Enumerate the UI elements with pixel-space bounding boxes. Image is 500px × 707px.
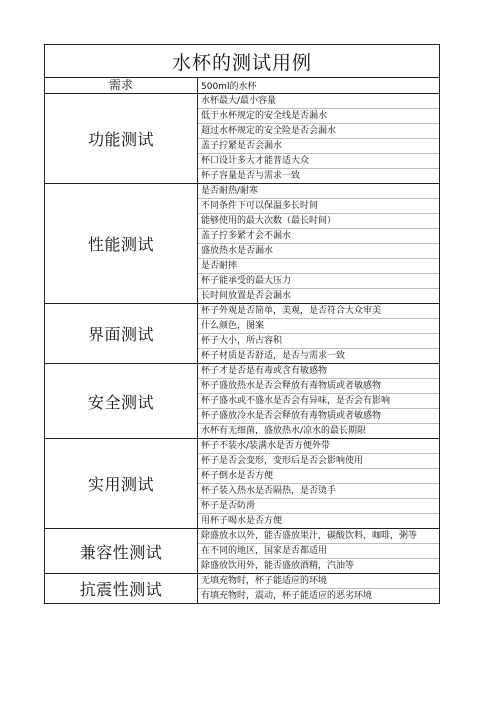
test-item: 杯子盛水或不盛水是否会有异味，是否会有影响 (198, 394, 439, 409)
test-item: 杯子容量是否与需求一致 (201, 171, 301, 181)
test-item: 杯子材质是否舒适，是否与需求一致 (201, 351, 346, 361)
test-section (45, 304, 439, 364)
test-item: 杯子大小，所占容积 (198, 334, 439, 349)
test-item: 杯口设计多大才能普适大众 (198, 154, 439, 169)
test-item: 长时间放置是否会漏水 (201, 291, 292, 301)
test-sections (45, 94, 439, 604)
test-item: 杯子是否防滑 (198, 499, 439, 514)
test-section (45, 439, 439, 529)
test-item: 盛放热水是否漏水 (198, 244, 439, 259)
table-title: 水杯的测试用例 (45, 45, 439, 78)
section-items (198, 364, 439, 438)
test-item: 杯子盛放热水是否会释放有毒物质或者敏感物 (198, 379, 439, 394)
test-item: 是否耐摔 (198, 259, 439, 274)
requirement-row (45, 78, 439, 94)
section-items (198, 574, 439, 603)
test-item: 杯子装入热水是否隔热，是否烫手 (198, 484, 439, 499)
test-section (45, 184, 439, 304)
test-item: 低于水杯规定的安全线是否漏水 (198, 109, 439, 124)
section-items (198, 529, 439, 573)
requirement-value: 500ml的水杯 (201, 82, 257, 92)
test-item: 杯子倒水是否方便 (198, 469, 439, 484)
test-section (45, 364, 439, 439)
test-section (45, 574, 439, 604)
test-item: 超过水杯规定的安全险是否会漏水 (198, 124, 439, 139)
test-item: 杯子盛放冷水是否会释放有毒物质或者敏感物 (198, 409, 439, 424)
section-items (198, 304, 439, 363)
test-item: 不同条件下可以保温多长时间 (198, 199, 439, 214)
test-item: 杯子不装水/装满水是否方便外带 (198, 439, 439, 454)
section-label: 实用测试 (45, 439, 198, 528)
test-item: 盖子拧多紧才会不漏水 (198, 229, 439, 244)
test-item: 杯子才是否是有毒或含有敏感物 (198, 364, 439, 379)
test-item: 水杯最大/最小容量 (198, 94, 439, 109)
test-item: 在不同的地区，国家是否都适用 (198, 544, 439, 559)
test-item: 杯子是否会变形，变形后是否会影响使用 (198, 454, 439, 469)
section-label: 性能测试 (45, 184, 198, 303)
test-case-table (44, 44, 440, 604)
test-section (45, 529, 439, 574)
section-items (198, 184, 439, 303)
test-item: 什么颜色，图案 (198, 319, 439, 334)
test-item: 杯子外观是否简单，美观，是否符合大众审美 (198, 304, 439, 319)
section-items (198, 439, 439, 528)
section-items (198, 94, 439, 183)
section-label: 兼容性测试 (45, 529, 198, 573)
test-item: 是否耐热/耐寒 (198, 184, 439, 199)
section-label: 安全测试 (45, 364, 198, 438)
test-item: 有填充物时，震动，杯子能适应的恶劣环境 (201, 591, 373, 601)
requirement-label: 需求 (45, 78, 198, 93)
test-item: 盖子拧紧是否会漏水 (198, 139, 439, 154)
section-label: 界面测试 (45, 304, 198, 363)
test-item: 除盛放水以外，能否盛放果汁，碳酸饮料，咖啡，粥等 (198, 529, 439, 544)
test-item: 用杯子喝水是否方便 (201, 516, 283, 526)
test-section (45, 94, 439, 184)
section-label: 功能测试 (45, 94, 198, 183)
test-item: 杯子能承受的最大压力 (198, 274, 439, 289)
test-item: 除盛放饮用外，能否盛放酒精，汽油等 (201, 561, 355, 571)
test-item: 无填充物时，杯子能适应的环境 (198, 574, 439, 589)
section-label: 抗震性测试 (45, 574, 198, 603)
test-item: 能够使用的最大次数（最长时间） (198, 214, 439, 229)
test-item: 水杯有无细菌，盛放热水/凉水的最长期限 (201, 426, 367, 436)
